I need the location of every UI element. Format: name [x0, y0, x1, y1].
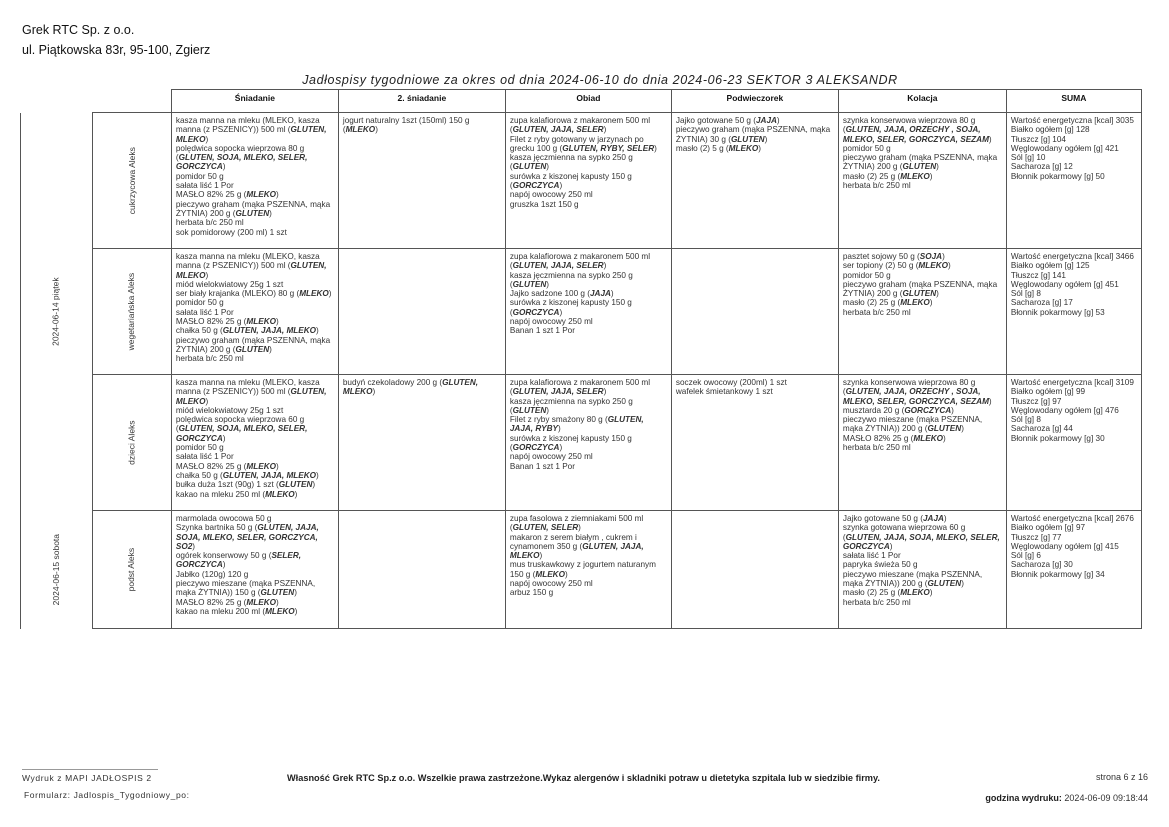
nutrition-line: Węglowodany ogółem [g] 476: [1010, 405, 1119, 415]
meal-item: arbuz 150 g: [509, 588, 554, 598]
table-row: [21, 375, 1142, 511]
meal-item: ser topiony (2) 50 g (MLEKO): [842, 261, 951, 271]
nutrition-line: Błonnik pokarmowy [g] 30: [1010, 433, 1105, 443]
meal-item: marmolada owocowa 50 g: [175, 514, 272, 523]
meal-item: pieczywo graham (mąka PSZENNA, mąka ŻYTNIA) 200 g (GLUTEN): [842, 153, 1000, 172]
nutrition-line: Sól [g] 8: [1010, 415, 1041, 425]
meal-item: kasza jęczmienna na sypko 250 g (GLUTEN): [509, 153, 636, 172]
meal-item: surówka z kiszonej kapusty 150 g (GORCZYCA): [509, 298, 635, 317]
diet-name-cell: [93, 375, 172, 511]
table-header-row: [21, 90, 1142, 113]
meal-item: herbata b/c 250 ml: [842, 443, 911, 453]
meal-item: napój owocowy 250 ml: [509, 190, 593, 200]
header-blank-diet: [93, 90, 172, 113]
meal-item: kasza jęczmienna na sypko 250 g (GLUTEN): [509, 270, 636, 289]
table-row: [21, 511, 1142, 629]
meal-cell-obiad: [505, 113, 671, 249]
company-name: Grek RTC Sp. z o.o.: [22, 23, 135, 37]
diet-name-label: dzieci Aleks: [126, 420, 137, 465]
meal-item: papryka świeża 50 g: [842, 560, 918, 570]
nutrition-line: Sól [g] 8: [1010, 289, 1041, 299]
meal-item: szynka konserwowa wieprzowa 80 g (GLUTEN, JAJA, ORZECHY , SOJA, MLEKO, SELER, GORCZYCA, SEZAM): [842, 116, 992, 144]
nutrition-line: Wartość energetyczna [kcal] 3466: [1010, 252, 1134, 261]
meal-item: polędwica sopocka wieprzowa 60 g (GLUTEN, SOJA, MLEKO, SELER, GORCZYCA): [175, 415, 310, 443]
day-date-cell: [21, 113, 93, 511]
nutrition-line: Tłuszcz [g] 104: [1010, 134, 1066, 144]
meal-item: mus truskawkowy z jogurtem naturanym 150 g (MLEKO): [509, 560, 659, 579]
meal-cell-2-sniadanie: [338, 113, 505, 249]
meal-item: Jabłko (120g) 120 g: [175, 569, 249, 579]
meal-item: pieczywo graham (mąka PSZENNA, mąka ŻYTNIA) 200 g (GLUTEN): [842, 279, 1000, 299]
footer-printout: Wydruk z MAPI JADŁOSPIS 2: [22, 773, 152, 783]
nutrition-line: Sól [g] 10: [1010, 153, 1046, 163]
print-time-label: godzina wydruku:: [985, 793, 1062, 803]
meal-item: masło (2) 25 g (MLEKO): [842, 588, 933, 598]
diet-name-cell: [93, 511, 172, 629]
meal-item: zupa fasolowa z ziemniakami 500 ml (GLUTEN, SELER): [509, 514, 646, 533]
footer-divider: [22, 769, 158, 770]
meal-item: pomidor 50 g: [842, 270, 891, 280]
nutrition-line: Sól [g] 6: [1010, 551, 1041, 561]
meal-item: Banan 1 szt 1 Por: [509, 326, 575, 336]
diet-name-cell: [93, 113, 172, 249]
day-date-label: 2024-06-14 piątek: [51, 277, 62, 346]
meal-cell-2-sniadanie: [338, 375, 505, 511]
meal-item: masło (2) 5 g (MLEKO): [675, 143, 761, 153]
column-header-obiad: Obiad: [505, 90, 671, 113]
diet-name-label: wegetariańska Aleks: [126, 272, 137, 351]
meal-cell-suma: [1006, 511, 1141, 629]
meal-item: napój owocowy 250 ml: [509, 579, 593, 589]
meal-item: jogurt naturalny 1szt (150ml) 150 g (MLEKO): [342, 116, 472, 135]
meal-item: pomidor 50 g: [175, 171, 224, 181]
meal-item: pieczywo mieszane (mąka PSZENNA, mąka ŻYTNIA)) 150 g (GLUTEN): [175, 579, 318, 598]
meal-item: kasza manna na mleku (MLEKO, kasza manna (z PSZENICY)) 500 ml (GLUTEN, MLEKO): [175, 116, 329, 144]
footer-ownership-notice: Własność Grek RTC Sp.z o.o. Wszelkie prawa zastrzeżone.Wykaz alergenów i skladniki potraw u dietetyka szpitala lub w siedzibie firmy.: [287, 773, 880, 783]
meal-cell-sniadanie: [171, 511, 338, 629]
meal-cell-obiad: [505, 375, 671, 511]
meal-cell-sniadanie: [171, 249, 338, 375]
day-date-label: 2024-06-15 sobota: [51, 533, 62, 606]
meal-cell-podwieczorek: [671, 249, 838, 375]
meal-item: napój owocowy 250 ml: [509, 452, 593, 462]
company-address: ul. Piątkowska 83r, 95-100, Zgierz: [22, 43, 211, 57]
nutrition-line: Białko ogółem [g] 128: [1010, 125, 1090, 135]
meal-item: zupa kalafiorowa z makaronem 500 ml (GLUTEN, JAJA, SELER): [509, 378, 653, 397]
meal-cell-podwieczorek: [671, 511, 838, 629]
meal-item: herbata b/c 250 ml: [842, 597, 911, 607]
meal-cell-podwieczorek: [671, 113, 838, 249]
meal-item: sałata liść 1 Por: [842, 551, 901, 561]
table-row: [21, 249, 1142, 375]
meal-item: szynka konserwowa wieprzowa 80 g (GLUTEN, JAJA, ORZECHY , SOJA, MLEKO, SELER, GORCZYCA, SEZAM): [842, 378, 992, 406]
nutrition-line: Białko ogółem [g] 97: [1010, 523, 1086, 533]
meal-item: pomidor 50 g: [175, 298, 224, 308]
footer-form-name: Formularz: Jadlospis_Tygodniowy_po:: [24, 790, 190, 800]
nutrition-line: Tłuszcz [g] 97: [1010, 396, 1062, 406]
meal-cell-kolacja: [838, 375, 1006, 511]
meal-item: sałata liść 1 Por: [175, 181, 234, 191]
column-header-kolacja: Kolacja: [838, 90, 1006, 113]
meal-cell-sniadanie: [171, 113, 338, 249]
meal-item: kasza manna na mleku (MLEKO, kasza manna (z PSZENICY)) 500 ml (GLUTEN, MLEKO): [175, 252, 329, 280]
meal-cell-suma: [1006, 375, 1141, 511]
nutrition-line: Wartość energetyczna [kcal] 3109: [1010, 378, 1134, 387]
meal-item: sok pomidorowy (200 ml) 1 szt: [175, 227, 287, 237]
meal-item: sałata liść 1 Por: [175, 307, 234, 317]
nutrition-line: Tłuszcz [g] 77: [1010, 532, 1062, 542]
nutrition-line: Węglowodany ogółem [g] 415: [1010, 541, 1119, 551]
nutrition-line: Białko ogółem [g] 99: [1010, 387, 1086, 397]
column-header-sniadanie: Śniadanie: [171, 90, 338, 113]
page-number: strona 6 z 16: [1095, 772, 1148, 782]
meal-item: budyń czekoladowy 200 g (GLUTEN, MLEKO): [342, 378, 481, 397]
meal-cell-2-sniadanie: [338, 511, 505, 629]
meal-item: soczek owocowy (200ml) 1 szt: [675, 378, 787, 387]
meal-item: pieczywo graham (mąka PSZENNA, mąka ŻYTNIA) 200 g (GLUTEN): [175, 199, 333, 218]
page-title: Jadłospisy tygodniowe za okres od dnia 2024-06-10 do dnia 2024-06-23 SEKTOR 3 ALEKSANDR: [302, 73, 898, 87]
meal-cell-kolacja: [838, 113, 1006, 249]
meal-cell-obiad: [505, 249, 671, 375]
meal-item: Jajko sadzone 100 g (JAJA): [509, 289, 614, 299]
meal-item: masło (2) 25 g (MLEKO): [842, 171, 933, 181]
meal-item: Jajko gotowane 50 g (JAJA): [842, 514, 947, 523]
meal-item: pieczywo graham (mąka PSZENNA, mąka ŻYTNIA) 200 g (GLUTEN): [175, 335, 333, 354]
meal-item: kakao na mleku 200 ml (MLEKO): [175, 606, 298, 616]
meal-item: Banan 1 szt 1 Por: [509, 461, 575, 471]
nutrition-line: Wartość energetyczna [kcal] 2676: [1010, 514, 1134, 523]
meal-item: szynka gotowana wieprzowa 60 g (GLUTEN, JAJA, SOJA, MLEKO, SELER, GORCZYCA): [842, 523, 1003, 551]
meal-item: gruszka 1szt 150 g: [509, 199, 579, 209]
nutrition-line: Węglowodany ogółem [g] 451: [1010, 279, 1119, 289]
meal-item: surówka z kiszonej kapusty 150 g (GORCZYCA): [509, 171, 635, 191]
meal-cell-kolacja: [838, 249, 1006, 375]
meal-cell-sniadanie: [171, 375, 338, 511]
meal-cell-suma: [1006, 113, 1141, 249]
meal-item: MASŁO 82% 25 g (MLEKO): [175, 597, 279, 607]
meal-item: pasztet sojowy 50 g (SOJA): [842, 252, 945, 261]
table-row: [21, 113, 1142, 249]
meal-item: sałata liść 1 Por: [175, 452, 234, 462]
meal-item: Filet z ryby gotowany w jarzynach po grecku 100 g (GLUTEN, RYBY, SELER): [509, 134, 657, 153]
nutrition-line: Tłuszcz [g] 141: [1010, 270, 1066, 280]
meal-item: MASŁO 82% 25 g (MLEKO): [175, 317, 279, 327]
print-time: [985, 793, 1148, 803]
column-header-suma: SUMA: [1006, 90, 1141, 113]
meal-item: kasza jęczmienna na sypko 250 g (GLUTEN): [509, 396, 636, 415]
meal-item: Filet z ryby smażony 80 g (GLUTEN, JAJA, RYBY): [509, 415, 646, 434]
nutrition-line: Wartość energetyczna [kcal] 3035: [1010, 116, 1134, 125]
meal-item: herbata b/c 250 ml: [175, 354, 244, 364]
nutrition-line: Sacharoza [g] 44: [1010, 424, 1073, 434]
meal-item: pieczywo mieszane (mąka PSZENNA, mąka ŻYTNIA)) 200 g (GLUTEN): [842, 415, 985, 434]
meal-item: chałka 50 g (GLUTEN, JAJA, MLEKO): [175, 470, 319, 480]
header-blank-date: [21, 90, 93, 113]
meal-item: herbata b/c 250 ml: [842, 181, 911, 191]
meal-item: napój owocowy 250 ml: [509, 317, 593, 327]
meal-item: kasza manna na mleku (MLEKO, kasza manna (z PSZENICY)) 500 ml (GLUTEN, MLEKO): [175, 378, 329, 406]
meal-item: polędwica sopocka wieprzowa 80 g (GLUTEN, SOJA, MLEKO, SELER, GORCZYCA): [175, 143, 310, 172]
meal-item: MASŁO 82% 25 g (MLEKO): [842, 433, 946, 443]
meal-item: Szynka bartnika 50 g (GLUTEN, JAJA, SOJA, MLEKO, SELER, GORCZYCA, SO2): [175, 523, 322, 551]
meal-item: masło (2) 25 g (MLEKO): [842, 298, 933, 308]
meal-item: makaron z serem białym , cukrem i cynamonem 350 g (GLUTEN, JAJA, MLEKO): [509, 532, 646, 561]
weekly-menu-table: [20, 89, 1142, 629]
meal-item: ogórek konserwowy 50 g (SELER, GORCZYCA): [175, 551, 304, 570]
meal-item: MASŁO 82% 25 g (MLEKO): [175, 461, 279, 471]
meal-item: miód wielokwiatowy 25g 1 szt: [175, 279, 284, 289]
nutrition-line: Błonnik pokarmowy [g] 50: [1010, 171, 1105, 181]
meal-item: miód wielokwiatowy 25g 1 szt: [175, 405, 284, 415]
meal-item: pieczywo graham (mąka PSZENNA, mąka ŻYTNIA) 30 g (GLUTEN): [675, 125, 833, 144]
nutrition-line: Sacharoza [g] 17: [1010, 298, 1073, 308]
meal-item: pomidor 50 g: [175, 443, 224, 453]
meal-item: surówka z kiszonej kapusty 150 g (GORCZYCA): [509, 433, 635, 453]
meal-item: pomidor 50 g: [842, 143, 891, 153]
meal-cell-kolacja: [838, 511, 1006, 629]
column-header-podwieczorek: Podwieczorek: [671, 90, 838, 113]
meal-item: zupa kalafiorowa z makaronem 500 ml (GLUTEN, JAJA, SELER): [509, 252, 653, 271]
meal-item: herbata b/c 250 ml: [842, 307, 911, 317]
meal-item: chałka 50 g (GLUTEN, JAJA, MLEKO): [175, 326, 319, 336]
meal-item: MASŁO 82% 25 g (MLEKO): [175, 190, 279, 200]
meal-item: kakao na mleku 250 ml (MLEKO): [175, 489, 298, 499]
meal-item: Jajko gotowane 50 g (JAJA): [675, 116, 780, 125]
meal-item: musztarda 20 g (GORCZYCA): [842, 405, 954, 415]
meal-item: zupa kalafiorowa z makaronem 500 ml (GLUTEN, JAJA, SELER): [509, 116, 653, 135]
meal-cell-podwieczorek: [671, 375, 838, 511]
meal-item: pieczywo mieszane (mąka PSZENNA, mąka ŻYTNIA)) 200 g (GLUTEN): [842, 569, 985, 589]
meal-item: wafelek śmietankowy 1 szt: [675, 387, 773, 397]
nutrition-line: Błonnik pokarmowy [g] 53: [1010, 307, 1105, 317]
diet-name-cell: [93, 249, 172, 375]
nutrition-line: Błonnik pokarmowy [g] 34: [1010, 569, 1105, 579]
nutrition-line: Węglowodany ogółem [g] 421: [1010, 143, 1119, 153]
nutrition-line: Sacharoza [g] 30: [1010, 560, 1073, 570]
meal-cell-suma: [1006, 249, 1141, 375]
nutrition-line: Sacharoza [g] 12: [1010, 162, 1073, 172]
day-date-cell: [21, 511, 93, 629]
diet-name-label: podst Aleks: [126, 547, 137, 592]
meal-item: ser biały krajanka (MLEKO) 80 g (MLEKO): [175, 289, 332, 299]
print-time-value: 2024-06-09 09:18:44: [1064, 793, 1148, 803]
diet-name-label: cukrzycowa Aleks: [126, 146, 137, 215]
column-header-2-sniadanie: 2. śniadanie: [338, 90, 505, 113]
meal-cell-obiad: [505, 511, 671, 629]
meal-item: herbata b/c 250 ml: [175, 218, 244, 228]
meal-cell-2-sniadanie: [338, 249, 505, 375]
meal-item: bułka duża 1szt (90g) 1 szt (GLUTEN): [175, 480, 316, 490]
nutrition-line: Białko ogółem [g] 125: [1010, 261, 1090, 271]
